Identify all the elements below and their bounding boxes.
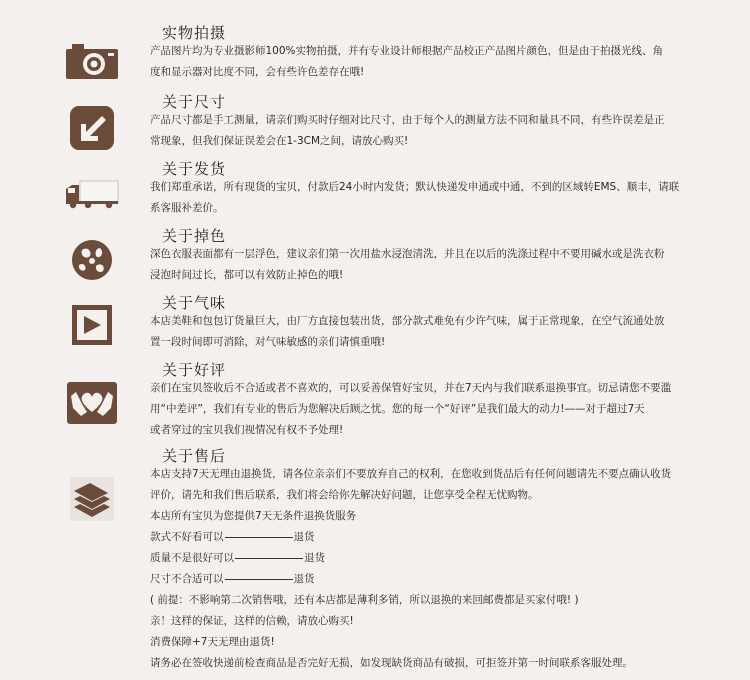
resize-arrow-icon [64,100,120,156]
text-line: 系客服补差价。 [150,202,224,214]
returns-item-action: 退货 [293,531,315,543]
text-line: 度和显示器对比度不同，会有些许色差存在哦! [150,66,365,78]
returns-item [150,569,720,590]
text-line: 常现象，但我们保证误差会在1-3CM之间，请放心购买! [150,135,409,147]
section-title: 实物拍摄 [162,24,227,42]
text-line: 亲！这样的保证，这样的信赖，请放心购买! [150,615,354,627]
text-line: 深色衣服表面都有一层浮色，建议亲们第一次用盐水浸泡清洗，并且在以后的洗涤过程中不要用碱水或是洗衣粉 [150,248,665,260]
section-title: 关于好评 [162,361,227,379]
returns-item-label: 尺寸不合适可以 [150,573,224,585]
text-line: 产品图片均为专业摄影师100%实物拍摄，并有专业设计师根据产品校正产品图片颜色，但是由于拍摄光线、角 [150,45,664,57]
section-text [150,378,720,441]
text-line: 本店美鞋和包包订货量巨大，由厂方直接包装出货，部分款式难免有少许气味，属于正常现象，在空气流通处放 [150,315,665,327]
section-title: 关于掉色 [162,227,227,245]
play-box-icon [64,297,120,353]
truck-icon [64,166,120,222]
text-line: 请务必在签收快递前检查商品是否完好无损，如发现缺货商品有破损，可拒签并第一时间联系客服处理。 [150,657,633,669]
section-title: 关于气味 [162,294,227,312]
dash-line [225,579,293,580]
text-line: 本店支持7天无理由退换货，请各位亲亲们不要放弃自己的权利，在您收到货品后有任何问题请先不要点确认收货 [150,468,672,480]
dash-line [235,558,303,559]
section-title: 关于发货 [162,160,227,178]
text-line: 浸泡时间过长，都可以有效防止掉色的哦! [150,269,344,281]
returns-item-action: 退货 [293,573,315,585]
text-line: 或者穿过的宝贝我们视情况有权不予处理! [150,424,344,436]
text-line: 消费保障+7天无理由退货! [150,636,275,648]
section-title: 关于售后 [162,447,227,465]
section-title: 关于尺寸 [162,93,227,111]
section-text [150,464,720,674]
returns-item-label: 质量不是很好可以 [150,552,234,564]
hands-heart-icon [64,375,120,431]
returns-item [150,548,720,569]
text-line: 置一段时间即可消除，对气味敏感的亲们请慎重哦! [150,336,386,348]
section-text [150,41,720,83]
returns-item-action: 退货 [304,552,325,564]
text-line: ( 前提：不影响第二次销售哦，还有本店都是薄利多销，所以退换的来回邮费都是买家付哦! ) [150,594,579,606]
section-text [150,244,720,286]
text-line: 本店所有宝贝为您提供7天无条件退换货服务 [150,510,357,522]
returns-item [150,527,720,548]
text-line: 产品尺寸都是手工测量，请亲们购买时仔细对比尺寸，由于每个人的测量方法不同和量具不同，有些许误差是正 [150,114,665,126]
section-text [150,110,720,152]
text-line: 评价，请先和我们售后联系，我们将会给你先解决好问题，让您享受全程无忧购物。 [150,489,539,501]
text-line: 用“中差评”，我们有专业的售后为您解决后顾之忧。您的每一个“好评”是我们最大的动力!——对于超过7天 [150,403,645,415]
section-text [150,177,720,219]
text-line: 我们郑重承诺，所有现货的宝贝，付款后24小时内发货；默认快递发申通或中通，不到的区域转EMS、顺丰，请联 [150,181,680,193]
returns-item-label: 款式不好看可以 [150,531,224,543]
dye-stain-icon [64,232,120,288]
camera-icon [64,33,120,89]
section-text [150,311,720,353]
dash-line [225,537,293,538]
stack-layers-icon [64,471,120,527]
text-line: 亲们在宝贝签收后不合适或者不喜欢的，可以妥善保管好宝贝，并在7天内与我们联系退换事宜。切忌请您不要滥 [150,382,672,394]
